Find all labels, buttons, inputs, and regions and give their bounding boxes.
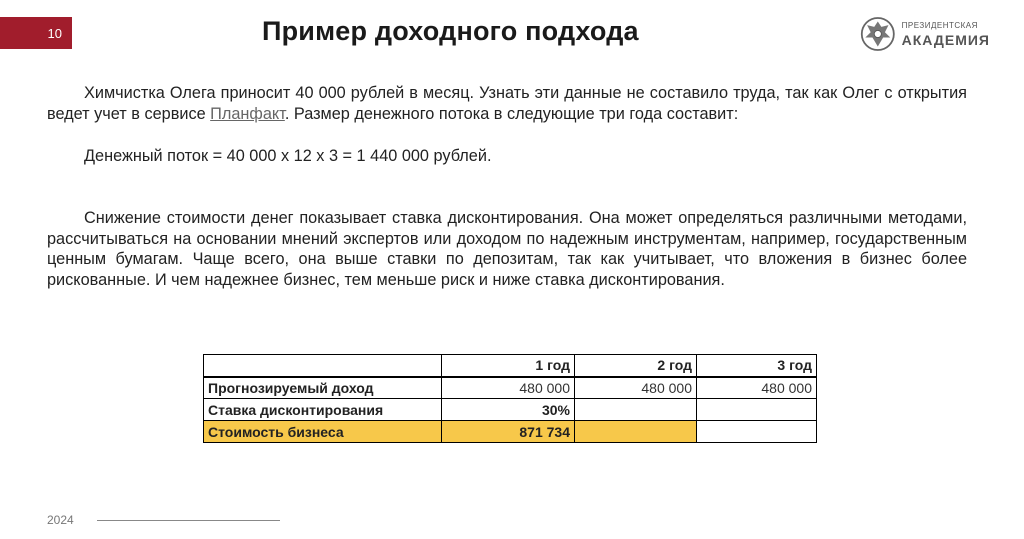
planfakt-link[interactable]: Планфакт [210, 104, 285, 123]
table-header-row [204, 355, 817, 377]
valuation-table [203, 354, 817, 443]
slide-number: 10 [0, 17, 72, 49]
page-title: Пример доходного подхода [262, 16, 639, 46]
table-cell [697, 421, 817, 443]
table-cell: 480 000 [442, 377, 575, 399]
table-header-cell: 2 год [575, 355, 697, 377]
table-cell: 30% [442, 399, 575, 421]
table-header-cell [204, 355, 442, 377]
footer-divider [97, 520, 280, 521]
paragraph-3: Снижение стоимости денег показывает ставка дисконтирования. Она может определяться различными методами, рассчитываться на основании мнений экспертов или доходом по надежным инструментам, например, государственным ценным бумагам. Чаще всего, она выше ставки по депозитам, так как учитывает, что вложения в бизнес более рискованные. И чем надежнее бизнес, тем меньше риск и ниже ставка дисконтирования. [47, 209, 967, 289]
paragraph-1 [47, 83, 967, 124]
paragraph-1-text-a: Химчистка Олега приносит 40 000 рублей в месяц. Узнать эти данные не составило труда, так как Олег с открытия ведет учет в сервисе [47, 84, 967, 123]
logo [860, 12, 990, 56]
logo-line2: АКАДЕМИЯ [901, 31, 990, 48]
eagle-emblem-icon [860, 12, 896, 56]
table-header-cell: 1 год [442, 355, 575, 377]
table-row [204, 399, 817, 421]
footer-year: 2024 [47, 513, 74, 527]
table-cell: 871 734 [442, 421, 575, 443]
row-label: Прогнозируемый доход [204, 377, 442, 399]
table-header-cell: 3 год [697, 355, 817, 377]
row-label: Стоимость бизнеса [204, 421, 442, 443]
table-cell: 480 000 [575, 377, 697, 399]
table-cell [575, 421, 697, 443]
table-cell [697, 399, 817, 421]
paragraph-2: Денежный поток = 40 000 х 12 х 3 = 1 440 000 рублей. [84, 147, 492, 165]
row-label: Ставка дисконтирования [204, 399, 442, 421]
table-cell [575, 399, 697, 421]
logo-line1: ПРЕЗИДЕНТСКАЯ [901, 20, 978, 30]
table-row [204, 377, 817, 399]
table-row-total [204, 421, 817, 443]
table-cell: 480 000 [697, 377, 817, 399]
paragraph-1-text-b: . Размер денежного потока в следующие три года составит: [284, 104, 739, 123]
